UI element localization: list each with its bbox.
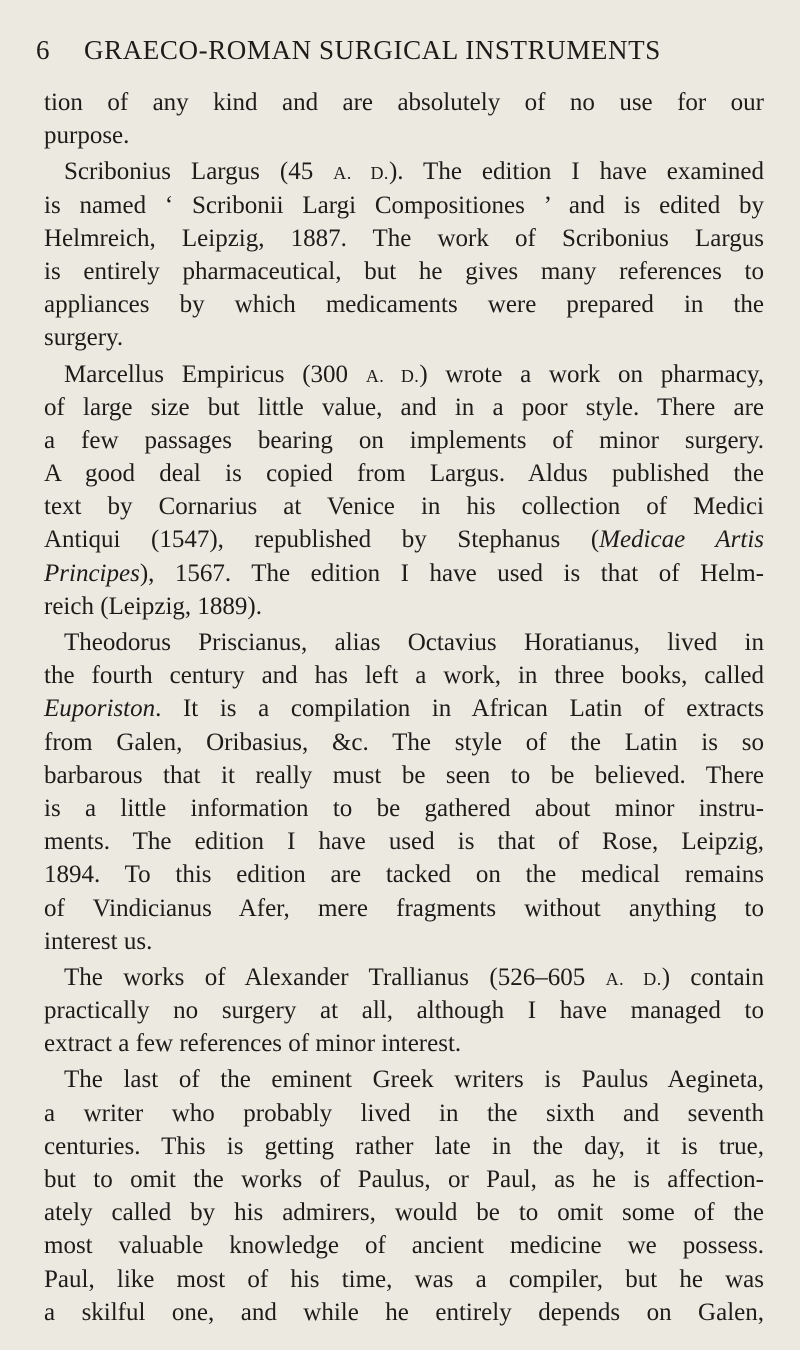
era-abbreviation: A. D. xyxy=(365,365,420,386)
text-line: a skilful one, and while he entirely depends on Galen, xyxy=(44,1298,764,1326)
paragraph xyxy=(44,961,764,1061)
text-line: tion of any kind and are absolutely of no use for our xyxy=(44,89,764,116)
text-line: most valuable knowledge of ancient medicine we possess. xyxy=(44,1232,764,1260)
text-line: ments. The edition I have used is that of Rose, Leipzig, xyxy=(44,828,764,856)
text-line: reich (Leipzig, 1889). xyxy=(44,592,262,620)
running-title: GRAECO-ROMAN SURGICAL INSTRUMENTS xyxy=(84,35,661,65)
italic-title: Principes xyxy=(44,559,140,587)
text-line xyxy=(44,961,764,994)
text-line xyxy=(44,358,764,391)
text-fragment: . It is a compilation in African Latin of extracts xyxy=(155,695,764,723)
text-line: the fourth century and has left a work, in three books, called xyxy=(44,662,764,690)
paragraph xyxy=(44,86,764,152)
text-fragment: Marcellus Empiricus (300 xyxy=(64,360,366,388)
era-abbreviation: A. D. xyxy=(605,968,662,989)
text-line: a few passages bearing on implements of minor surgery. xyxy=(44,426,764,454)
text-line xyxy=(44,557,764,590)
text-fragment: Scribonius Largus (45 xyxy=(64,158,334,186)
text-fragment: ) contain xyxy=(661,963,764,991)
text-line: A good deal is copied from Largus. Aldus published the xyxy=(44,460,764,488)
text-line: The last of the eminent Greek writers is Paulus Aegineta, xyxy=(64,1066,764,1094)
page-number: 6 xyxy=(36,35,51,65)
text-line: practically no surgery at all, although I have managed to xyxy=(44,997,764,1025)
paragraph xyxy=(44,1063,764,1329)
text-fragment: Antiqui (1547), republished by Stephanus ( xyxy=(44,526,600,554)
text-line: centuries. This is getting rather late in the day, it is true, xyxy=(44,1132,764,1160)
text-line: 1894. To this edition are tacked on the medical remains xyxy=(44,861,764,889)
era-abbreviation: A. D. xyxy=(333,163,389,184)
text-line xyxy=(44,523,764,556)
running-header xyxy=(36,30,756,70)
text-line: ately called by his admirers, would be to omit some of the xyxy=(44,1199,764,1227)
text-line: Paul, like most of his time, was a compiler, but he was xyxy=(44,1265,764,1293)
text-line: is named ‘ Scribonii Largi Compositiones ’ and is edited by xyxy=(44,191,764,219)
body-text xyxy=(44,86,764,1329)
text-fragment: ). The edition I have examined xyxy=(388,158,764,186)
text-line xyxy=(44,692,764,725)
text-line xyxy=(44,155,764,188)
italic-title: Medicae Artis xyxy=(599,526,764,554)
italic-title: Euporiston xyxy=(44,695,156,723)
text-line: barbarous that it really must be seen to be believed. There xyxy=(44,761,764,789)
paragraph xyxy=(44,155,764,354)
text-line: but to omit the works of Paulus, or Paul, as he is affection- xyxy=(44,1166,764,1193)
text-line: from Galen, Oribasius, &c. The style of the Latin is so xyxy=(44,728,764,756)
text-line: is a little information to be gathered about minor instru- xyxy=(44,794,764,822)
text-line: surgery. xyxy=(44,324,124,352)
text-line: of large size but little value, and in a poor style. There are xyxy=(44,393,764,421)
text-fragment: ) wrote a work on pharmacy, xyxy=(419,360,764,388)
text-line: text by Cornarius at Venice in his collection of Medici xyxy=(44,493,764,521)
text-line: purpose. xyxy=(44,122,130,150)
text-line: of Vindicianus Afer, mere fragments without anything to xyxy=(44,894,764,922)
text-fragment: The works of Alexander Trallianus (526–605 xyxy=(64,963,606,991)
text-line: interest us. xyxy=(44,927,153,955)
text-line: appliances by which medicaments were prepared in the xyxy=(44,291,764,319)
paragraph xyxy=(44,626,764,958)
text-line: Helmreich, Leipzig, 1887. The work of Scribonius Largus xyxy=(44,224,764,252)
text-line: is entirely pharmaceutical, but he gives many references to xyxy=(44,257,764,285)
text-line: Theodorus Priscianus, alias Octavius Horatianus, lived in xyxy=(64,629,764,656)
text-fragment: ), 1567. The edition I have used is that of Helm- xyxy=(139,559,764,587)
text-line: extract a few references of minor interest. xyxy=(44,1030,462,1058)
paragraph xyxy=(44,358,764,624)
text-line: a writer who probably lived in the sixth and seventh xyxy=(44,1099,764,1127)
